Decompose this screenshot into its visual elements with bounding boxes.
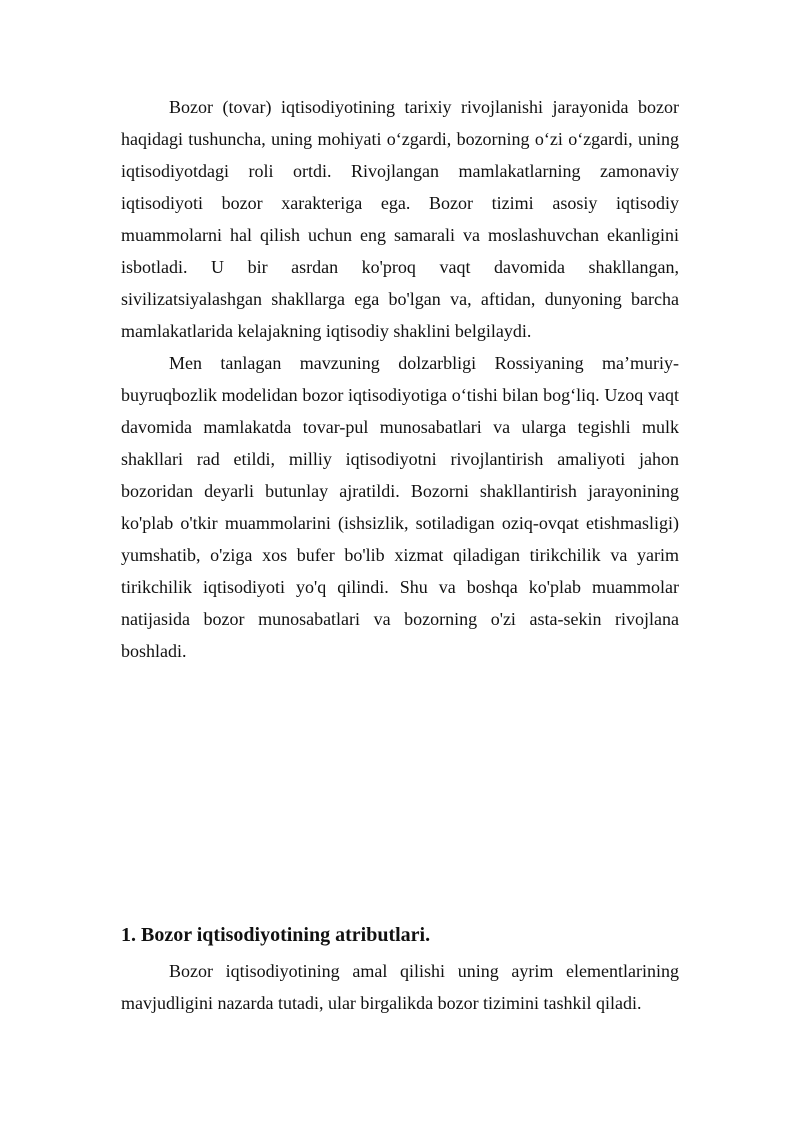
- paragraph: Men tanlagan mavzuning dolzarbligi Rossiyaning ma’muriy-buyruqbozlik modelidan bozor iqtisodiyotiga o‘tishi bilan bog‘liq. Uzoq vaqt davomida mamlakatda tovar-pul munosabatlari va ularga tegishli mulk shakllari rad etildi, milliy iqtisodiyotni rivojlantirish amaliyoti jahon bozoridan deyarli butunlay ajratildi. Bozorni shakllantirish jarayonining ko'plab o'tkir muammolarini (ishsizlik, sotiladigan oziq-ovqat etishmasligi) yumshatib, o'ziga xos bufer bo'lib xizmat qiladigan tirikchilik va yarim tirikchilik iqtisodiyoti yo'q qilindi. Shu va boshqa ko'plab muammolar natijasida bozor munosabatlari va bozorning o'zi asta-sekin rivojlana boshladi.: [121, 353, 679, 661]
- intro-text-block: [121, 91, 679, 667]
- section-heading: 1. Bozor iqtisodiyotining atributlari.: [121, 924, 431, 946]
- section-text-block: [121, 955, 679, 1019]
- paragraph: Bozor iqtisodiyotining amal qilishi uning ayrim elementlarining mavjudligini nazarda tutadi, ular birgalikda bozor tizimini tashkil qiladi.: [121, 961, 679, 1013]
- paragraph: Bozor (tovar) iqtisodiyotining tarixiy rivojlanishi jarayonida bozor haqidagi tushuncha, uning mohiyati o‘zgardi, bozorning o‘zi o‘zgardi, uning iqtisodiyotdagi roli ortdi. Rivojlangan mamlakatlarning zamonaviy iqtisodiyoti bozor xarakteriga ega. Bozor tizimi asosiy iqtisodiy muammolarni hal qilish uchun eng samarali va moslashuvchan ekanligini isbotladi. U bir asrdan ko'proq vaqt davomida shakllangan, sivilizatsiyalashgan shakllarga ega bo'lgan va, aftidan, dunyoning barcha mamlakatlarida kelajakning iqtisodiy shaklini belgilaydi.: [121, 97, 679, 341]
